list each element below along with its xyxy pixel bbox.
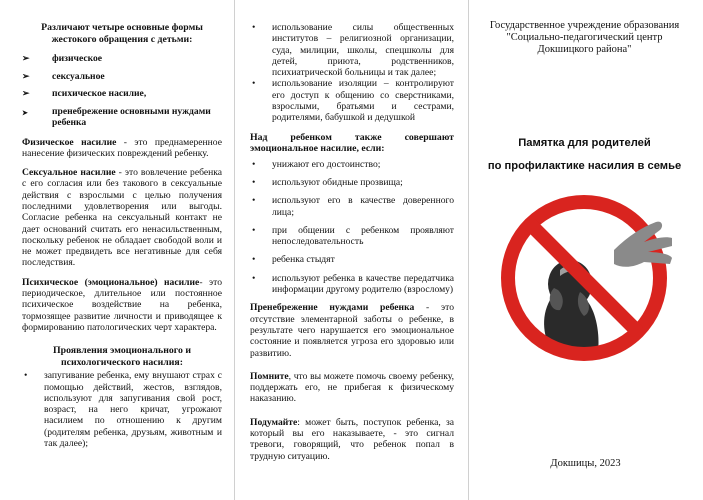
bullet-icon: • xyxy=(252,272,256,284)
list-item: • использование силы общественных институтов – религиозной организации, суда, милиции, школы, спецшколы для детей, приюта, родственников, психиатрической больницы и так далее; xyxy=(252,22,454,79)
form-item: ➢ сексуальное xyxy=(22,70,105,82)
list-item: • использование изоляции – контролируют его доступ к общению со сверстниками, взрослыми, братьями и сестрами, родителями, бабушкой и дедушкой xyxy=(252,78,454,124)
think-note: Подумайте: может быть, поступок ребенка, за который вы его наказываете, - это сигнал тревоги, говорящий, что ребенок попал в трудную ситуацию. xyxy=(250,416,454,462)
city-year: Докшицы, 2023 xyxy=(550,458,621,469)
bullet-icon: • xyxy=(252,195,256,207)
bullet-icon: • xyxy=(252,224,256,236)
psych-definition: Психическое (эмоциональное) насилие- это периодическое, длительное или постоянное психическое воздействие на ребенка, тормозящее развитие личности и приводящее к формированию патологических черт характера. xyxy=(22,276,222,333)
list-item: • используют ребенка в качестве передатчика информации другому родителю (взрослому) xyxy=(252,272,454,296)
list-item: • ребенка стыдят xyxy=(252,254,335,266)
neglect-definition: Пренебрежение нуждами ребенка - это отсутствие элементарной заботы о ребенке, в результате чего нарушается его эмоциональное состояние и появляется угроза его здоровью или развитию. xyxy=(250,302,454,359)
bullet-icon: • xyxy=(252,254,256,266)
arrow-bullet-icon: ➢ xyxy=(22,70,30,81)
organization-name: Государственное учреждение образования "Социально-педагогический центр Докшицкого района" xyxy=(489,20,680,55)
sexual-definition: Сексуальное насилие - это вовлечение ребенка с его согласия или без такового в сексуальные действия с взрослыми с целью получения последними удовлетворения или выгоды. Согласие ребенка на сексуальный контакт не дает оснований считать его ненасильственным, поскольку ребенок не обладает свободой воли и не может предвидеть все негативные для себя последствия. xyxy=(22,167,223,269)
form-item: ➢ психическое насилие, xyxy=(22,88,147,99)
list-item: • запугивание ребенка, ему внушают страх с помощью действий, жестов, взглядов, используют для запугивания свой рост, возраст, на него кричат, угрожают насилием по отношению к другим (родителям ребенка, друзьям, животным и так далее); xyxy=(24,370,222,450)
stop-violence-sign-icon xyxy=(494,188,674,368)
also-heading: Над ребенком также совершают эмоциональное насилие, если: xyxy=(250,131,454,155)
bullet-icon: • xyxy=(252,158,256,170)
list-item: • используют его в качестве доверенного лица; xyxy=(252,195,454,218)
bullet-icon: • xyxy=(252,78,256,90)
manifestations-list xyxy=(22,370,222,449)
brochure-title: Памятка для родителей по профилактике насилия в семье xyxy=(487,137,682,172)
list-item: • унижают его достоинство; xyxy=(252,158,381,170)
also-list xyxy=(250,159,454,296)
form-item: ➢ физическое xyxy=(22,53,103,64)
list-item: • при общении с ребенком проявляют непоследовательность xyxy=(252,224,454,248)
bullet-icon: • xyxy=(24,370,28,382)
remember-note: Помните, что вы можете помочь своему ребенку, поддержать его, не прибегая к физическому наказанию. xyxy=(250,370,454,405)
column-cover xyxy=(468,0,703,500)
isolation-list xyxy=(250,22,454,124)
arrow-bullet-icon: ➢ xyxy=(22,53,30,63)
arrow-bullet-icon: ➢ xyxy=(22,88,30,98)
column-middle xyxy=(234,0,468,500)
list-item: • используют обидные прозвища; xyxy=(252,176,403,188)
arrow-bullet-icon: ➤ xyxy=(22,108,28,117)
form-item: ➤ пренебрежение основными нуждами ребенка xyxy=(22,105,211,128)
forms-intro: Различают четыре основные формы жестокого обращения с детьми: xyxy=(41,22,203,45)
manifestations-heading: Проявления эмоционального и психологического насилия: xyxy=(53,345,191,368)
bullet-icon: • xyxy=(252,176,256,188)
column-left xyxy=(0,0,234,500)
bullet-icon: • xyxy=(252,22,256,33)
forms-list xyxy=(22,53,222,129)
physical-definition: Физическое насилие - это преднамеренное нанесение физических повреждений ребенку. xyxy=(22,136,222,159)
